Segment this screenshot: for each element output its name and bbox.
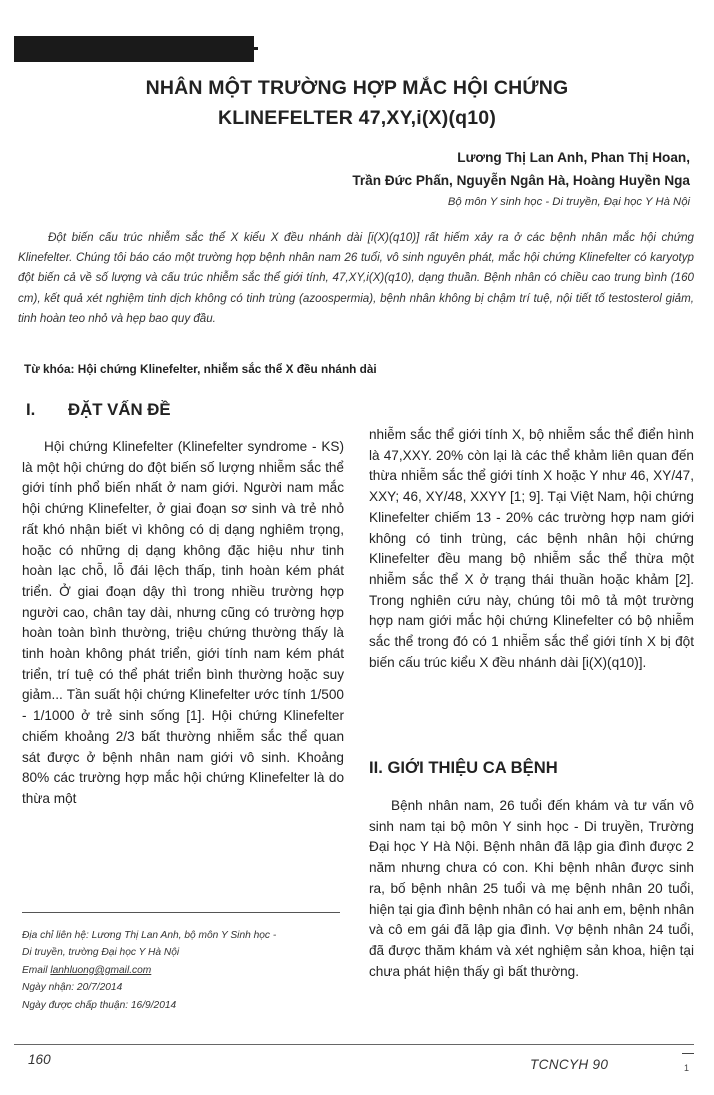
footnote-accepted-date: Ngày được chấp thuận: 16/9/2014 <box>22 999 177 1011</box>
abstract <box>18 228 694 329</box>
paper-title-line-1: NHÂN MỘT TRƯỜNG HỢP MẮC HỘI CHỨNG <box>145 77 569 99</box>
section-2-paragraph: Bệnh nhân nam, 26 tuổi đến khám và tư vấn vô sinh nam tại bộ môn Y sinh học - Di truyền, Trường Đại học Y Hà Nội. Bệnh nhân đã lập gia đình được 2 năm nhưng chưa có con. Khi bệnh nhân được sinh ra, bố bệnh nhân 25 tuổi và mẹ bệnh nhân 20 tuổi, hiện tại gia đình bệnh nhân có hai anh em, bệnh nhân và cô em gái đã lập gia đình. Vợ bệnh nhân 24 tuổi, đã được thăm khám và xét nghiệm sản khoa, hiện tại chưa phát hiện thấy gì bất thường. <box>369 798 695 979</box>
footnote-received-date: Ngày nhận: 20/7/2014 <box>22 982 123 994</box>
email-label: Email <box>22 964 48 976</box>
corner-dash <box>682 1053 694 1054</box>
footnote-contact-line-2: Di truyền, trường Đại học Y Hà Nội <box>22 947 180 959</box>
section-2-heading: II. GIỚI THIỆU CA BỆNH <box>369 758 558 777</box>
authors-line-1: Lương Thị Lan Anh, Phan Thị Hoan, <box>457 150 690 165</box>
header-black-bar <box>14 36 254 62</box>
footnote-contact-line-1: Địa chỉ liên hệ: Lương Thị Lan Anh, bộ môn Y Sinh học - <box>22 930 277 941</box>
section-1-continuation: nhiễm sắc thể giới tính X, bộ nhiễm sắc thể điển hình là 47,XXY. 20% còn lại là các thể khảm liên quan đến thừa nhiễm sắc thể giới tính X hoặc Y như 46, XY/47, XXY; 46, XY/48, XXYY [1; 9]. Tại Việt Nam, hội chứng Klinefelter chiếm 13 - 20% các trường hợp nam giới không có tinh trùng, các bệnh nhân hội chứng Klinefelter đều mang bộ nhiễm sắc thể thừa một nhiễm sắc thể X ở trạng thái thuần hoặc khảm [2]. Trong nghiên cứu này, chúng tôi mô tả một trường hợp nam giới mắc hội chứng Klinefelter có bộ nhiễm sắc thể trong đó có 1 nhiễm sắc thể giới tính X bị đột biến cấu trúc kiểu X đều nhánh dài [i(X)(q10)]. <box>369 427 694 670</box>
right-column <box>369 425 694 673</box>
section-1-paragraph: Hội chứng Klinefelter (Klinefelter syndrome - KS) là một hội chứng do đột biến số lượng nhiễm sắc thể giới tính phổ biến nhất ở nam giới. Người nam mắc hội chứng Klinefelter, ở giai đoạn sơ sinh và trẻ nhỏ rất khó nhận biết vì không có dị dạng nghiêm trọng, hoặc có những dị dạng không đặc hiệu như tinh hoàn lạc chỗ, lỗ đái lệch thấp, tinh hoàn kém phát triển. Ở giai đoạn dậy thì trong nhiều trường hợp người cao, chân tay dài, nhưng cũng có trường hợp hoàn toàn bình thường, triệu chứng thường thấy là tinh hoàn không phát triển, giới tính nam kém phát triển, trí tuệ có thể phát triển bình thường hoặc suy giảm... Tần suất hội chứng Klinefelter ước tính 1/500 - 1/1000 ở trẻ sinh sống [1]. Hội chứng Klinefelter chiếm khoảng 2/3 bất thường nhiễm sắc thể quan sát được ở bệnh nhân nam giới vô sinh. Khoảng 80% các trường hợp mắc hội chứng Klinefelter là do thừa một <box>22 439 344 806</box>
abstract-text: Đột biến cấu trúc nhiễm sắc thể X kiểu X đều nhánh dài [i(X)(q10)] rất hiếm xảy ra ở các bệnh nhân mắc hội chứng Klinefelter. Chúng tôi báo cáo một trường hợp bệnh nhân nam 26 tuổi, vô sinh nguyên phát, mắc hội chứng Klinefelter có karyotyp đột biến cả về số lượng và cấu trúc nhiễm sắc thể giới tính, 47,XY,i(X)(q10), dạng thuần. Bệnh nhân có chiều cao trung bình (160 cm), kết quả xét nghiệm tinh dịch không có tinh trùng (azoospermia), bệnh nhân không bị chậm trí tuệ, nội tiết tố testosterol giảm, tinh hoàn teo nhỏ và hẹp bao quy đầu. <box>18 231 694 325</box>
page-number: 160 <box>28 1052 51 1067</box>
section-1-heading <box>26 400 171 420</box>
journal-name: TCNCYH 90 <box>530 1057 609 1072</box>
footnote-divider <box>22 912 340 913</box>
footnote-email-line <box>22 962 344 979</box>
email-link[interactable]: lanhluong@gmail.com <box>50 964 152 976</box>
authors-line-2: Trần Đức Phấn, Nguyễn Ngân Hà, Hoàng Huyền Nga <box>352 173 690 188</box>
right-column-lower <box>369 796 694 982</box>
left-column <box>22 437 344 810</box>
footer-divider <box>14 1044 694 1045</box>
section-1-title: ĐẶT VẤN ĐỀ <box>68 400 171 419</box>
paper-title-line-2: KLINEFELTER 47,XY,i(X)(q10) <box>217 107 497 129</box>
footnote <box>22 927 344 1014</box>
header-bar-tick <box>254 47 258 50</box>
corner-mark: 1 <box>684 1063 690 1073</box>
section-1-number: I. <box>26 400 36 419</box>
keywords: Từ khóa: Hội chứng Klinefelter, nhiễm sắc thể X đều nhánh dài <box>24 362 377 376</box>
affiliation: Bộ môn Y sinh học - Di truyền, Đại học Y Hà Nội <box>447 196 690 208</box>
